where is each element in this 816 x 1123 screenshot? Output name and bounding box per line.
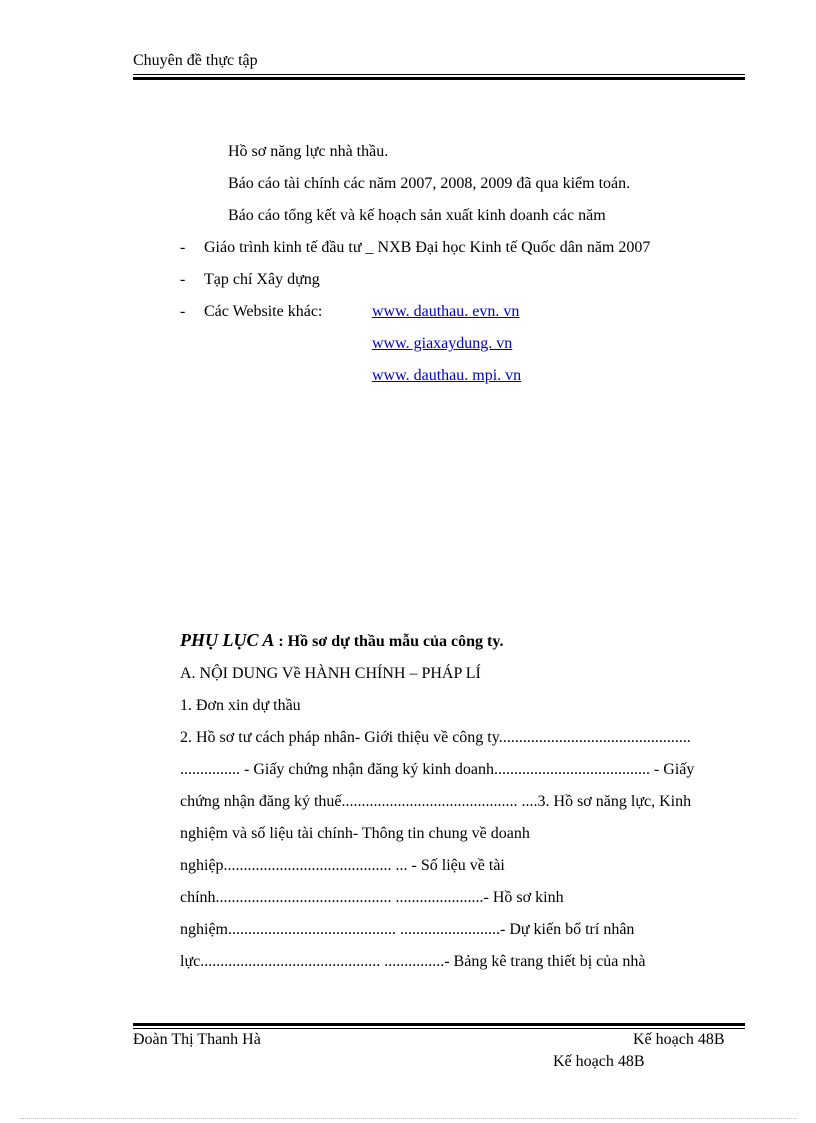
ref-indented-2: Báo cáo tài chính các năm 2007, 2008, 2009 đã qua kiểm toán. xyxy=(228,175,631,192)
ref-indented-3: Báo cáo tổng kết và kế hoạch sản xuất kinh doanh các năm xyxy=(228,207,606,224)
appendix-heading xyxy=(180,630,504,651)
ref-bullet-3: - xyxy=(180,303,186,320)
appendix-line-5: nghiệm và số liệu tài chính- Thông tin chung về doanh xyxy=(180,825,530,842)
footer-author: Đoàn Thị Thanh Hà xyxy=(133,1031,261,1048)
page-bottom-border xyxy=(20,1118,796,1119)
page-header-title: Chuyên đề thực tập xyxy=(133,52,258,69)
appendix-line-7: chính............................................ ......................- Hồ sơ kinh xyxy=(180,889,564,906)
ref-dashed-2: Tạp chí Xây dựng xyxy=(204,271,320,288)
header-rule-thick xyxy=(133,77,745,80)
footer-class-repeat: Kế hoạch 48B xyxy=(553,1053,645,1070)
appendix-line-3: ............... - Giấy chứng nhận đăng ký kinh doanh....................................... - Giấy xyxy=(180,761,695,778)
footer-rule-thin xyxy=(133,1028,745,1029)
appendix-title: : Hồ sơ dự thầu mẫu của công ty. xyxy=(274,633,504,650)
ref-dashed-3: Các Website khác: xyxy=(204,303,323,320)
appendix-line-2: 2. Hồ sơ tư cách pháp nhân- Giới thiệu về công ty................................................ xyxy=(180,729,691,746)
website-link-2[interactable]: www. giaxaydung. vn xyxy=(372,335,513,352)
website-link-3[interactable]: www. dauthau. mpi. vn xyxy=(372,367,522,384)
ref-dashed-1: Giáo trình kinh tế đầu tư _ NXB Đại học Kinh tế Quốc dân năm 2007 xyxy=(204,239,651,256)
ref-indented-1: Hồ sơ năng lực nhà thầu. xyxy=(228,143,389,160)
appendix-line-8: nghiệm.......................................... .........................- Dự kiến bố trí nhân xyxy=(180,921,635,938)
appendix-line-1: 1. Đơn xin dự thầu xyxy=(180,697,301,714)
header-rule-thin xyxy=(133,74,745,75)
footer-class: Kế hoạch 48B xyxy=(633,1031,725,1048)
footer-rule-thick xyxy=(133,1023,745,1026)
appendix-line-9: lực............................................. ...............- Bảng kê trang thiết bị của nhà xyxy=(180,953,646,970)
appendix-label: PHỤ LỤC A xyxy=(180,630,275,650)
website-link-1[interactable]: www. dauthau. evn. vn xyxy=(372,303,520,320)
appendix-section-a: A. NỘI DUNG Về HÀNH CHÍNH – PHÁP LÍ xyxy=(180,665,481,682)
appendix-line-6: nghiệp.......................................... ... - Số liệu về tài xyxy=(180,857,505,874)
appendix-line-4: chứng nhận đăng ký thuế............................................ ....3. Hồ sơ năng lực, Kinh xyxy=(180,793,692,810)
ref-bullet-2: - xyxy=(180,271,186,288)
ref-bullet-1: - xyxy=(180,239,186,256)
